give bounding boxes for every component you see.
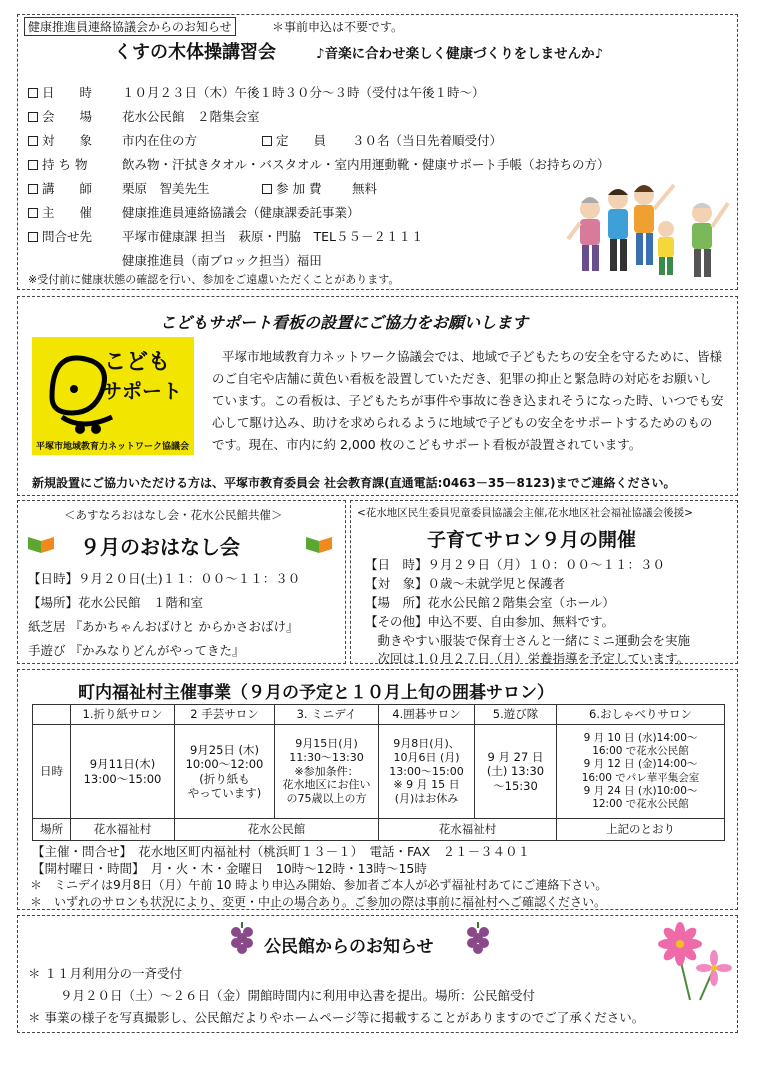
child-support-sign-section: [17, 296, 738, 496]
table-header: 3. ミニデイ: [275, 705, 379, 725]
organizer-tag: 健康推進員連絡協議会からのお知らせ: [24, 17, 236, 36]
exercise-class-section: [17, 14, 738, 290]
grandma-figure: [568, 197, 600, 271]
father-figure: [608, 189, 628, 271]
table-header: 6.おしゃべりサロン: [557, 705, 725, 725]
child-figure: [658, 221, 674, 275]
exercise-class-subtitle: ♪音楽に合わせ楽しく健康づくりをしませんか♪: [316, 46, 604, 62]
info-row-host: 主 催 健康推進員連絡協議会（健康課委託事業）: [28, 203, 360, 221]
storytelling-section: [17, 500, 346, 664]
kouminkan-notice-title: 公民館からのお知らせ: [264, 937, 434, 957]
table-cell: 花水福祉村: [71, 819, 175, 841]
table-cell: 上記のとおり: [557, 819, 725, 841]
checkbox-icon: [28, 160, 38, 170]
table-cell: 9月15日(月) 11:30～13:30 ※参加条件： 花水地区にお住い の75歳以上の方: [275, 725, 379, 819]
row-label-time: 日時: [33, 725, 71, 819]
contact-secondary: 健康推進員（南ブロック担当）福田: [122, 253, 322, 268]
storytelling-kamishibai: 紙芝居 『あかちゃんおばけと からかさおばけ』: [28, 619, 299, 634]
table-cell: 花水公民館: [175, 819, 379, 841]
parenting-salon-title: 子育てサロン９月の開催: [427, 529, 637, 551]
checkbox-icon: [28, 136, 38, 146]
salon-next: 次回は１０月２７日（月）栄養指導を予定しています。: [365, 651, 690, 666]
welfare-hours: 【開村曜日・時間】 月・火・木・金曜日 10時～12時・13時～15時: [32, 861, 427, 876]
table-header: 1.折り紙サロン: [71, 705, 175, 725]
checkbox-icon: [28, 112, 38, 122]
salon-datetime: 【日 時】９月２９日（月）１０：００～１１：３０: [365, 557, 666, 572]
table-cell: 9月11日(木) 13:00～15:00: [71, 725, 175, 819]
body-line: です。現在、市内に約 2,000 枚のこどもサポート看板が設置されています。: [212, 437, 642, 452]
info-row-venue: 会 場 花水公民館 ２階集会室: [28, 107, 260, 125]
grandpa-figure: [692, 203, 728, 277]
salon-target: 【対 象】０歳～未就学児と保護者: [365, 576, 566, 591]
info-row-target: 対 象 市内在住の方: [28, 131, 197, 149]
table-cell: 9月25日 (木) 10:00～12:00 (折り紙も やっています): [175, 725, 275, 819]
contact-footer: 新規設置にご協力いただける方は、平塚市教育委員会 社会教育課(直通電話:0463－35－8123)までご連絡ください。: [32, 476, 676, 490]
table-corner: [33, 705, 71, 725]
storytelling-place: 【場所】花水公民館 １階和室: [28, 595, 204, 610]
body-line: のご自宅や店舗に黄色い看板を設置していただき、犯罪の抑止と緊急時の対応をお願いし: [212, 371, 712, 386]
welfare-contact: 【主催・問合せ】 花水地区町内福祉村（桃浜町１３－１） 電話・FAX ２１－３４０１: [32, 844, 531, 859]
cosmos-flower-illustration: [650, 918, 734, 1002]
grape-icon: [466, 922, 490, 958]
table-cell: 9月8日(月)、 10月6日 (月) 13:00～15:00 ※ 9 月 15 日 (月)はお休み: [379, 725, 475, 819]
child-support-logo: こども サポート 平塚市地域教育力ネットワーク協議会: [32, 337, 194, 455]
bulk-reception-detail: ９月２０日（土）～２６日（金）開館時間内に利用申込書を提出。場所：公民館受付: [60, 988, 536, 1003]
parenting-salon-section: [350, 500, 738, 664]
parenting-salon-header: <花水地区民生委員児童委員協議会主催,花水地区社会福祉協議会後援>: [357, 507, 693, 519]
info-row-instructor: 講 師 栗原 智美先生: [28, 179, 210, 197]
body-line: 平塚市地域教育力ネットワーク協議会では、地域で子どもたちの安全を守るために、皆様: [222, 349, 723, 364]
info-row-datetime: 日 時 １０月２３日（木）午後１時３０分～３時（受付は午後１時～）: [28, 83, 485, 101]
table-cell: 9 月 27 日 (土) 13:30 ～15:30: [475, 725, 557, 819]
info-row-contact: 問合せ先 平塚市健康課 担当 萩原・門脇 TEL５５－２１１１: [28, 227, 423, 245]
kouminkan-notice-section: [17, 915, 738, 1033]
checkbox-icon: [262, 184, 272, 194]
storytelling-title: ９月のおはなし会: [80, 535, 240, 559]
info-row-fee: 参 加 費 無料: [262, 179, 377, 197]
info-row-belongings: 持 ち 物 飲み物・汗拭きタオル・バスタオル・室内用運動靴・健康サポート手帳（お持ちの方）: [28, 155, 610, 173]
exercise-class-title: くすの木体操講習会: [114, 42, 276, 63]
row-label-place: 場所: [33, 819, 71, 841]
info-row-capacity: 定 員 ３０名（当日先着順受付）: [262, 131, 502, 149]
welfare-village-section: [17, 669, 738, 910]
table-cell: 花水福祉村: [379, 819, 557, 841]
salon-activity: 動きやすい服装で保育士さんと一緒にミニ運動会を実施: [365, 633, 691, 648]
bulk-reception-heading: ＊ １１月利用分の一斉受付: [28, 966, 182, 981]
open-book-icon: [26, 533, 56, 555]
body-line: 心して駆け込み、助けを求められるように地域で子どもの安全をサポートするためのもの: [212, 415, 713, 430]
table-header: 4.囲碁サロン: [379, 705, 475, 725]
welfare-village-title: 町内福祉村主催事業（９月の予定と１０月上旬の囲碁サロン）: [78, 683, 554, 703]
table-header: 5.遊び隊: [475, 705, 557, 725]
salon-other: 【その他】申込不要、自由参加、無料です。: [365, 614, 615, 629]
storytelling-teasobi: 手遊び 『かみなりどんがやってきた』: [28, 643, 245, 658]
checkbox-icon: [28, 232, 38, 242]
checkbox-icon: [262, 136, 272, 146]
exercising-family-illustration: [566, 177, 734, 289]
child-support-title: こどもサポート看板の設置にご協力をお願いします: [160, 313, 529, 332]
checkbox-icon: [28, 208, 38, 218]
storytelling-header: ＜あすなろおはなし会・花水公民館共催＞: [64, 508, 283, 522]
table-cell: 9 月 10 日 (水)14:00～ 16:00 で花水公民館 9 月 12 日 (金)14:00～ 16:00 でパレ華平集会室 9 月 24 日 (水)10:00～ 12:00 で花水公民館: [557, 725, 725, 819]
table-header: 2 手芸サロン: [175, 705, 275, 725]
grape-icon: [230, 922, 254, 958]
photo-consent-note: ＊ 事業の様子を写真撮影し、公民館だよりやホームページ等に掲載することがありますのでご了承ください。: [28, 1010, 645, 1025]
no-registration-note: ＊事前申込は不要です。: [272, 20, 404, 34]
storytelling-datetime: 【日時】９月２０日(土)１１：００～１１：３０: [28, 571, 301, 586]
schedule-table: [32, 704, 725, 841]
checkbox-icon: [28, 184, 38, 194]
salon-place: 【場 所】花水公民館２階集会室（ホール）: [365, 595, 615, 610]
change-note: ＊ いずれのサロンも状況により、変更・中止の場合あり。ご参加の際は事前に福祉村へご確認ください。: [30, 895, 607, 909]
open-book-icon: [304, 533, 334, 555]
miniday-note: ＊ ミニデイは9月8日（月）午前 10 時より申込み開始、参加者ご本人が必ず福祉村あてにご連絡下さい。: [30, 878, 608, 892]
checkbox-icon: [28, 88, 38, 98]
body-line: ています。この看板は、子どもたちが事件や事故に巻き込まれそうになった時、いつでも安: [212, 393, 724, 408]
health-check-footnote: ※受付前に健康状態の確認を行い、参加をご遠慮いただくことがあります。: [28, 273, 400, 286]
